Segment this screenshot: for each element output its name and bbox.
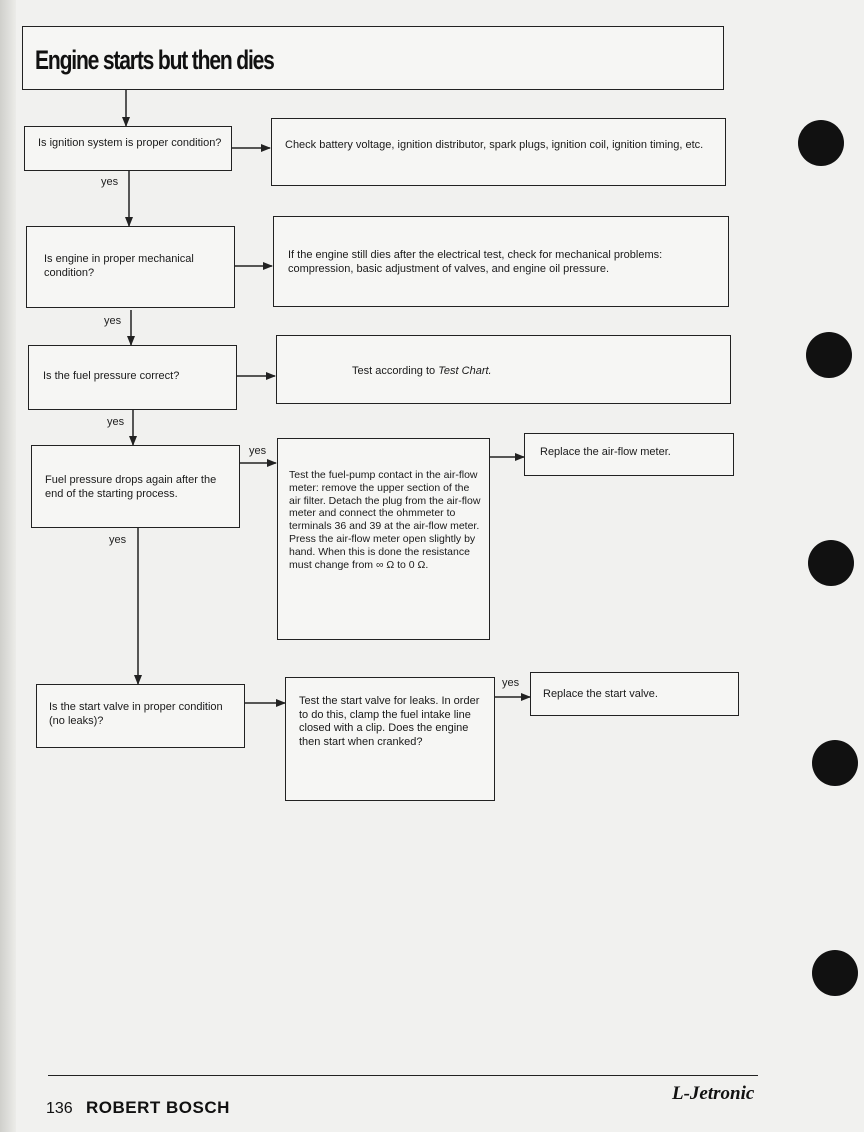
test-chart-reference: Test Chart.: [438, 365, 492, 377]
node-text-prefix: Test according to: [352, 365, 439, 377]
node-text: [352, 365, 720, 379]
binder-hole: [806, 332, 852, 378]
node-text: Test the start valve for leaks. In order to do this, clamp the fuel intake line closed with a clip. Does the engine then start when cranked?: [299, 695, 480, 748]
binder-hole: [798, 120, 844, 166]
node-text: Replace the air-flow meter.: [540, 446, 671, 458]
edge-label-yes: yes: [502, 677, 520, 689]
binder-hole: [812, 950, 858, 996]
edge-label-yes: yes: [107, 416, 125, 428]
node-text: Check battery voltage, ignition distributor, spark plugs, ignition coil, ignition timing, etc.: [285, 139, 704, 151]
node-text: If the engine still dies after the electrical test, check for mechanical problems: compression, basic adjustment of valves, and engine oil pressure.: [288, 249, 663, 275]
node-text: Fuel pressure drops again after the end of the starting process.: [45, 474, 217, 500]
footer-rule: [48, 1075, 758, 1076]
binder-hole: [812, 740, 858, 786]
node-text: Test the fuel-pump contact in the air-flow meter: remove the upper section of the air filter. Detach the plug from the air-flow meter and connect the ohmmeter to terminals 36 and 39 at the air-flow meter. Press the air-flow meter open slightly by hand. When this is done the resistance must change from ∞ Ω to 0 Ω.: [289, 469, 481, 571]
page-title: Engine starts but then dies: [35, 45, 274, 75]
edge-label-yes: yes: [104, 315, 122, 327]
binder-hole: [808, 540, 854, 586]
edge-label-yes: yes: [101, 176, 119, 188]
node-action-replace-airflow: [524, 433, 734, 476]
brand-name: ROBERT BOSCH: [86, 1098, 230, 1117]
node-question-start-valve: [36, 684, 245, 748]
node-action-test-pump-contact: [277, 438, 490, 640]
node-text: Is the fuel pressure correct?: [43, 370, 180, 382]
node-action-check-mechanical: [273, 216, 729, 307]
product-name: L-Jetronic: [672, 1083, 755, 1104]
edge-label-yes: yes: [249, 445, 267, 457]
node-action-test-chart: [276, 335, 731, 404]
node-question-ignition: [24, 126, 232, 171]
node-text: Is engine in proper mechanical condition?: [44, 253, 194, 279]
node-question-pressure-drops: [31, 445, 240, 528]
node-text: Is ignition system is proper condition?: [38, 137, 222, 149]
edge-label-yes: yes: [109, 534, 127, 546]
node-action-test-start-valve: [285, 677, 495, 801]
node-text: Is the start valve in proper condition (no leaks)?: [49, 701, 223, 727]
node-action-replace-start-valve: [530, 672, 739, 716]
page-number: 136: [46, 1100, 73, 1117]
node-question-fuel-pressure: [28, 345, 237, 410]
node-question-mechanical: [26, 226, 235, 308]
node-text: Replace the start valve.: [543, 688, 658, 700]
title-box: [22, 26, 724, 90]
node-action-check-ignition: [271, 118, 726, 186]
